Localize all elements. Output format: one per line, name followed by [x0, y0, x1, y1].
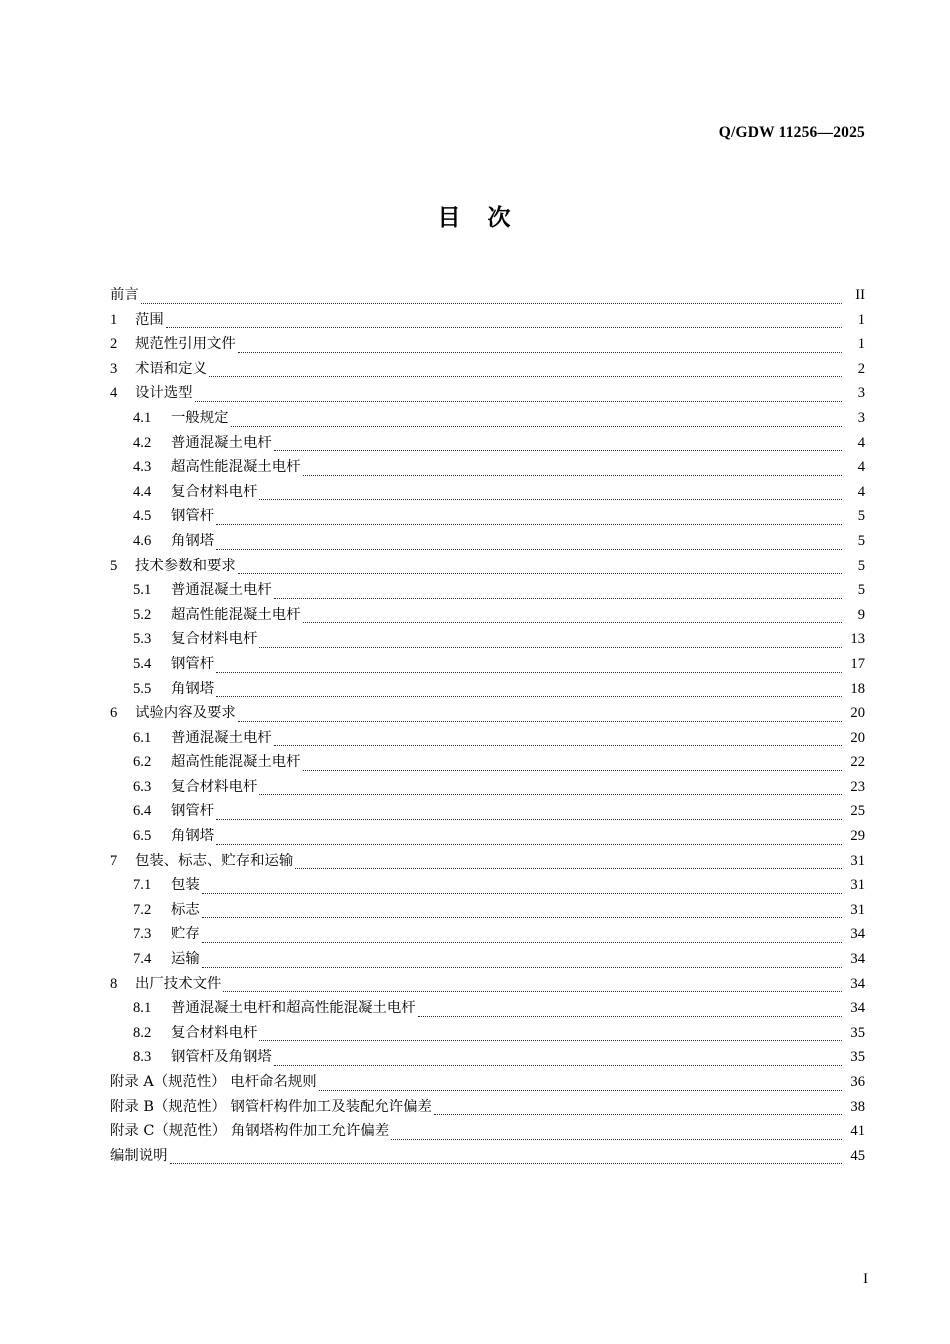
toc-entry-number: 7.4 — [133, 951, 152, 968]
toc-leader-dots — [259, 647, 842, 648]
toc-entry-label: 超高性能混凝土电杆 — [171, 606, 301, 623]
toc-leader-dots — [303, 622, 842, 623]
toc-entry-label: 包装 — [171, 877, 200, 894]
toc-entry-label: 运输 — [171, 951, 200, 968]
toc-entry[interactable] — [110, 996, 865, 1021]
toc-entry-page-number: 5 — [857, 532, 865, 549]
toc-entry-number: 8.2 — [133, 1024, 152, 1041]
toc-entry-label: 钢管杆 — [171, 655, 215, 672]
toc-leader-dots — [434, 1114, 842, 1115]
toc-entry[interactable] — [110, 898, 865, 923]
toc-entry-number: 5.3 — [133, 631, 152, 648]
toc-entry-number: 4.2 — [133, 434, 152, 451]
toc-entry-page-number: 20 — [850, 729, 865, 746]
toc-entry-page-number: 34 — [850, 975, 865, 992]
toc-entry[interactable] — [110, 308, 865, 333]
toc-leader-dots — [274, 745, 842, 746]
toc-leader-dots — [202, 893, 842, 894]
toc-entry[interactable] — [110, 455, 865, 480]
toc-entry-page-number: 4 — [857, 459, 865, 476]
toc-entry[interactable] — [110, 652, 865, 677]
toc-leader-dots — [141, 303, 842, 304]
toc-leader-dots — [295, 868, 842, 869]
toc-entry-page-number: 1 — [857, 311, 865, 328]
toc-entry-number: 5.2 — [133, 606, 152, 623]
toc-entry[interactable] — [110, 504, 865, 529]
toc-entry-label: 附录 B（规范性） 钢管杆构件加工及装配允许偏差 — [110, 1098, 432, 1115]
toc-entry[interactable] — [110, 726, 865, 751]
toc-entry-label: 普通混凝土电杆和超高性能混凝土电杆 — [171, 1000, 416, 1017]
toc-entry-label: 普通混凝土电杆 — [171, 434, 272, 451]
toc-entry[interactable] — [110, 529, 865, 554]
toc-entry-number: 2 — [110, 336, 118, 353]
toc-entry-label: 编制说明 — [110, 1147, 168, 1164]
toc-leader-dots — [274, 598, 842, 599]
toc-entry-number: 4.4 — [133, 483, 152, 500]
toc-entry[interactable] — [110, 849, 865, 874]
toc-entry-label: 复合材料电杆 — [171, 778, 258, 795]
toc-leader-dots — [231, 426, 842, 427]
toc-entry-number: 6.2 — [133, 754, 152, 771]
toc-entry-label: 前言 — [110, 287, 139, 303]
page-title: 目 次 — [437, 204, 513, 231]
toc-entry[interactable] — [110, 1144, 865, 1169]
toc-leader-dots — [303, 475, 842, 476]
table-of-contents — [110, 283, 865, 1168]
toc-entry-page-number: 3 — [857, 385, 865, 402]
toc-entry[interactable] — [110, 799, 865, 824]
toc-entry-page-number: 4 — [857, 483, 865, 500]
toc-entry[interactable] — [110, 332, 865, 357]
toc-entry-number: 7 — [110, 852, 118, 869]
toc-entry-number: 3 — [110, 360, 118, 377]
toc-entry[interactable] — [110, 1095, 865, 1120]
toc-entry-label: 出厂技术文件 — [135, 975, 222, 992]
toc-entry-number: 1 — [110, 311, 118, 328]
toc-leader-dots — [195, 401, 842, 402]
toc-entry-number: 8 — [110, 975, 118, 992]
toc-entry-label: 普通混凝土电杆 — [171, 582, 272, 599]
toc-entry[interactable] — [110, 578, 865, 603]
toc-entry-page-number: 2 — [857, 360, 865, 377]
toc-leader-dots — [166, 327, 842, 328]
toc-entry-number: 4.3 — [133, 459, 152, 476]
toc-entry-number: 8.1 — [133, 1000, 152, 1017]
toc-entry-page-number: 35 — [850, 1024, 865, 1041]
toc-entry[interactable] — [110, 381, 865, 406]
toc-entry[interactable] — [110, 947, 865, 972]
toc-entry-number: 7.3 — [133, 926, 152, 943]
toc-entry-page-number: 31 — [850, 901, 865, 918]
toc-entry-number: 5.4 — [133, 655, 152, 672]
footer-page-number: I — [863, 1271, 868, 1287]
toc-entry-page-number: 17 — [850, 655, 865, 672]
toc-entry-page-number: 34 — [850, 951, 865, 968]
toc-entry-label: 附录 A（规范性） 电杆命名规则 — [110, 1074, 317, 1090]
toc-leader-dots — [216, 672, 842, 673]
toc-entry[interactable] — [110, 554, 865, 579]
toc-entry-label: 标志 — [171, 901, 200, 918]
toc-entry[interactable] — [110, 1021, 865, 1046]
toc-entry-number: 6.3 — [133, 778, 152, 795]
toc-entry[interactable] — [110, 603, 865, 628]
toc-entry-label: 超高性能混凝土电杆 — [171, 459, 301, 476]
toc-entry-page-number: 35 — [850, 1049, 865, 1066]
toc-entry-number: 7.1 — [133, 877, 152, 894]
toc-entry-page-number: 3 — [857, 409, 865, 426]
toc-entry-number: 4.6 — [133, 532, 152, 549]
toc-entry-number: 4.1 — [133, 409, 152, 426]
toc-entry-page-number: 45 — [850, 1147, 865, 1164]
toc-entry-number: 6.1 — [133, 729, 152, 746]
toc-entry[interactable] — [110, 750, 865, 775]
toc-entry-page-number: 34 — [850, 926, 865, 943]
toc-leader-dots — [216, 844, 842, 845]
toc-entry-page-number: 31 — [850, 877, 865, 894]
toc-entry-page-number: 23 — [850, 778, 865, 795]
toc-leader-dots — [238, 573, 842, 574]
toc-entry-page-number: 31 — [850, 852, 865, 869]
toc-entry-label: 范围 — [135, 311, 164, 328]
toc-leader-dots — [274, 450, 842, 451]
toc-entry-label: 一般规定 — [171, 409, 229, 426]
toc-leader-dots — [303, 770, 842, 771]
toc-entry-label: 规范性引用文件 — [135, 336, 236, 353]
toc-entry[interactable] — [110, 677, 865, 702]
toc-entry[interactable] — [110, 775, 865, 800]
toc-entry-label: 技术参数和要求 — [135, 557, 236, 574]
toc-entry[interactable] — [110, 922, 865, 947]
toc-entry-number: 5.5 — [133, 680, 152, 697]
toc-entry-label: 设计选型 — [135, 385, 193, 402]
toc-entry-page-number: 13 — [850, 631, 865, 648]
toc-entry[interactable] — [110, 873, 865, 898]
toc-entry-number: 4.5 — [133, 508, 152, 525]
toc-entry-label: 钢管杆 — [171, 508, 215, 525]
toc-entry-page-number: 34 — [850, 1000, 865, 1017]
toc-entry-label: 普通混凝土电杆 — [171, 729, 272, 746]
toc-entry-page-number: 20 — [850, 705, 865, 722]
toc-entry[interactable] — [110, 627, 865, 652]
toc-leader-dots — [223, 991, 842, 992]
toc-entry[interactable] — [110, 480, 865, 505]
toc-entry[interactable] — [110, 1045, 865, 1070]
toc-entry-page-number: 9 — [857, 606, 865, 623]
toc-entry-label: 复合材料电杆 — [171, 483, 258, 500]
toc-entry-number: 4 — [110, 385, 118, 402]
toc-entry-label: 试验内容及要求 — [135, 705, 236, 722]
toc-entry-page-number: 38 — [850, 1098, 865, 1115]
toc-entry-label: 术语和定义 — [135, 360, 207, 377]
toc-entry[interactable] — [110, 972, 865, 997]
toc-entry-label: 钢管杆及角钢塔 — [171, 1049, 272, 1066]
toc-entry-label: 包装、标志、贮存和运输 — [135, 852, 294, 869]
toc-entry-page-number: II — [855, 287, 865, 303]
toc-leader-dots — [274, 1065, 842, 1066]
toc-entry-number: 6 — [110, 705, 118, 722]
toc-entry-number: 7.2 — [133, 901, 152, 918]
toc-entry[interactable] — [110, 357, 865, 382]
toc-entry-page-number: 1 — [857, 336, 865, 353]
toc-entry-label: 角钢塔 — [171, 680, 215, 697]
toc-leader-dots — [238, 721, 842, 722]
toc-entry-label: 角钢塔 — [171, 828, 215, 845]
toc-entry-number: 5.1 — [133, 582, 152, 599]
toc-entry-number: 6.5 — [133, 828, 152, 845]
toc-entry-label: 超高性能混凝土电杆 — [171, 754, 301, 771]
toc-entry[interactable] — [110, 701, 865, 726]
toc-entry[interactable] — [110, 431, 865, 456]
toc-leader-dots — [391, 1139, 842, 1140]
toc-entry-label: 贮存 — [171, 926, 200, 943]
toc-leader-dots — [216, 819, 842, 820]
toc-leader-dots — [216, 549, 842, 550]
toc-entry-page-number: 18 — [850, 680, 865, 697]
toc-entry-label: 复合材料电杆 — [171, 631, 258, 648]
toc-leader-dots — [209, 376, 842, 377]
toc-entry-number: 8.3 — [133, 1049, 152, 1066]
toc-entry[interactable] — [110, 824, 865, 849]
toc-leader-dots — [170, 1163, 842, 1164]
toc-entry-number: 5 — [110, 557, 118, 574]
toc-entry-page-number: 25 — [850, 803, 865, 820]
toc-entry[interactable] — [110, 406, 865, 431]
toc-leader-dots — [238, 352, 842, 353]
toc-leader-dots — [202, 917, 842, 918]
toc-entry-page-number: 5 — [857, 557, 865, 574]
toc-entry[interactable] — [110, 283, 865, 308]
toc-leader-dots — [319, 1090, 842, 1091]
toc-entry-page-number: 29 — [850, 828, 865, 845]
toc-entry-page-number: 36 — [850, 1074, 865, 1090]
toc-leader-dots — [259, 499, 842, 500]
standard-number-header: Q/GDW 11256—2025 — [718, 124, 865, 141]
toc-leader-dots — [216, 696, 842, 697]
toc-entry[interactable] — [110, 1119, 865, 1144]
toc-leader-dots — [259, 794, 842, 795]
toc-entry-page-number: 4 — [857, 434, 865, 451]
toc-leader-dots — [202, 942, 842, 943]
toc-entry-page-number: 22 — [850, 754, 865, 771]
toc-entry-page-number: 5 — [857, 508, 865, 525]
toc-leader-dots — [259, 1040, 842, 1041]
toc-entry-page-number: 41 — [850, 1123, 865, 1140]
toc-entry-label: 角钢塔 — [171, 532, 215, 549]
toc-leader-dots — [216, 524, 842, 525]
toc-leader-dots — [418, 1016, 842, 1017]
toc-entry-label: 附录 C（规范性） 角钢塔构件加工允许偏差 — [110, 1123, 390, 1140]
toc-entry[interactable] — [110, 1070, 865, 1095]
toc-leader-dots — [202, 967, 842, 968]
toc-entry-label: 复合材料电杆 — [171, 1024, 258, 1041]
toc-entry-number: 6.4 — [133, 803, 152, 820]
toc-entry-page-number: 5 — [857, 582, 865, 599]
toc-entry-label: 钢管杆 — [171, 803, 215, 820]
